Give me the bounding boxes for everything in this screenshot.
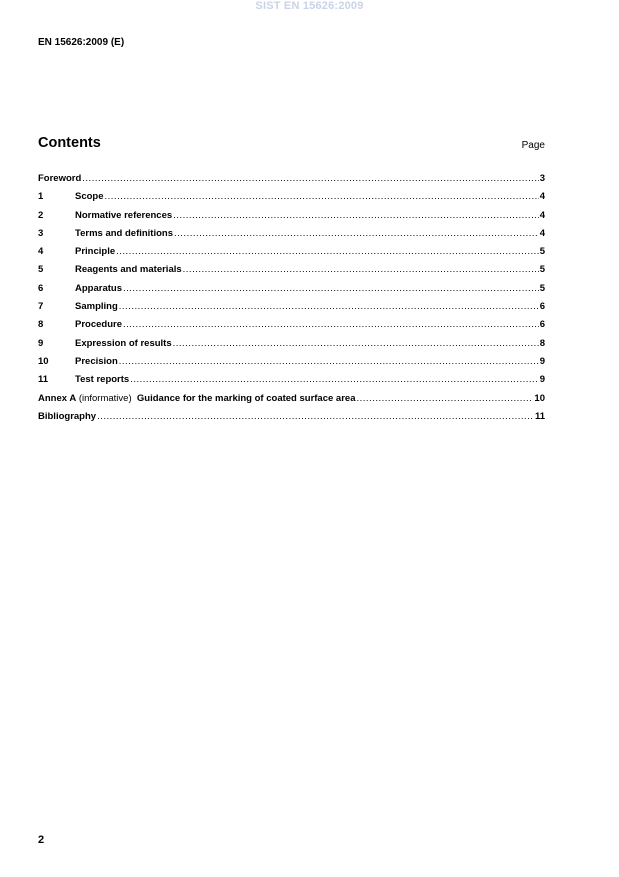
- toc-entry[interactable]: [38, 356, 545, 374]
- toc-entry-title-main: Scope: [75, 191, 104, 203]
- toc-entry-qualifier: (informative): [76, 392, 137, 404]
- toc-dot-leader: [123, 319, 539, 330]
- toc-dot-leader: [97, 411, 534, 422]
- toc-entry-number: 6: [38, 282, 44, 294]
- toc-entry-title: [75, 228, 173, 239]
- toc-entry-title-main: Apparatus: [75, 282, 122, 294]
- toc-entry-number: 3: [38, 227, 44, 239]
- toc-entry-title: [38, 393, 355, 404]
- toc-entry-page: 6: [539, 319, 545, 331]
- contents-heading: Contents: [38, 135, 101, 151]
- toc-entry-number: 9: [38, 337, 44, 349]
- toc-entry-number: 2: [38, 209, 44, 221]
- toc-entry-title-main: Normative references: [75, 209, 173, 221]
- watermark: SIST EN 15626:2009: [255, 0, 364, 12]
- toc-entry-title: [75, 319, 122, 330]
- toc-entry-number: 8: [38, 319, 44, 331]
- toc-dot-leader: [174, 228, 539, 239]
- toc-dot-leader: [82, 173, 538, 184]
- toc-entry-title-main: Bibliography: [38, 410, 97, 422]
- toc-entry-title: [75, 210, 172, 221]
- toc-entry-page: 6: [539, 301, 545, 313]
- toc-entry-number: 10: [38, 355, 49, 367]
- toc-entry[interactable]: [38, 246, 545, 264]
- toc-entry-page: 9: [539, 355, 545, 367]
- toc-dot-leader: [116, 246, 539, 257]
- toc-entry-page: 10: [534, 392, 545, 404]
- toc-entry-number: 7: [38, 301, 44, 313]
- toc-entry[interactable]: [38, 411, 545, 429]
- toc-entry-title-main: Sampling: [75, 301, 118, 313]
- page-column-label: Page: [521, 140, 545, 151]
- toc-dot-leader: [119, 301, 539, 312]
- toc-dot-leader: [130, 374, 539, 385]
- toc-entry[interactable]: [38, 228, 545, 246]
- toc-entry-page: 5: [539, 282, 545, 294]
- toc-entry-title: [75, 264, 182, 275]
- toc-entry-title: [75, 356, 118, 367]
- toc-dot-leader: [173, 210, 539, 221]
- page-number: 2: [38, 834, 45, 846]
- toc-entry-title-main: Precision: [75, 355, 118, 367]
- toc-dot-leader: [105, 191, 539, 202]
- toc-entry[interactable]: [38, 338, 545, 356]
- table-of-contents: [38, 173, 545, 429]
- toc-entry-page: 3: [539, 173, 545, 184]
- toc-entry-title: [75, 191, 104, 202]
- toc-dot-leader: [123, 283, 539, 294]
- toc-entry-page: 4: [539, 191, 545, 203]
- toc-entry-page: 11: [534, 410, 545, 422]
- toc-entry-title: [75, 301, 118, 312]
- toc-entry[interactable]: [38, 210, 545, 228]
- toc-entry-number: 11: [38, 374, 49, 386]
- toc-entry-number: 4: [38, 246, 44, 258]
- document-id: EN 15626:2009 (E): [38, 37, 125, 48]
- toc-entry-title-main: Terms and definitions: [75, 227, 174, 239]
- toc-entry[interactable]: [38, 301, 545, 319]
- toc-entry-page: 5: [539, 264, 545, 276]
- toc-entry-page: 5: [539, 246, 545, 258]
- toc-entry-number: 1: [38, 191, 44, 203]
- toc-entry[interactable]: [38, 264, 545, 282]
- toc-dot-leader: [183, 264, 539, 275]
- toc-entry-title-main: Test reports: [75, 374, 130, 386]
- toc-entry-page: 4: [539, 209, 545, 221]
- toc-entry-title-main: Principle: [75, 246, 116, 258]
- toc-dot-leader: [356, 393, 533, 404]
- toc-entry-title-main: Procedure: [75, 319, 122, 331]
- toc-entry-title-main: Annex A: [38, 392, 77, 404]
- toc-entry-title-main: Foreword: [38, 173, 82, 184]
- toc-entry[interactable]: [38, 283, 545, 301]
- toc-dot-leader: [119, 356, 539, 367]
- toc-entry-number: 5: [38, 264, 44, 276]
- toc-entry-title: [75, 338, 172, 349]
- toc-entry-title: [75, 374, 129, 385]
- toc-entry-title: [75, 283, 122, 294]
- toc-entry-title-annex: Guidance for the marking of coated surface area: [136, 392, 356, 404]
- toc-entry[interactable]: [38, 191, 545, 209]
- toc-entry[interactable]: [38, 173, 545, 191]
- toc-entry-title: [38, 411, 96, 422]
- toc-entry[interactable]: [38, 319, 545, 337]
- toc-dot-leader: [173, 338, 539, 349]
- toc-entry-title-main: Reagents and materials: [75, 264, 182, 276]
- toc-entry-title-main: Expression of results: [75, 337, 172, 349]
- toc-entry-page: 8: [539, 337, 545, 349]
- toc-entry-title: [75, 246, 115, 257]
- toc-entry-title: [38, 173, 81, 184]
- toc-entry[interactable]: [38, 393, 545, 411]
- toc-entry-page: 9: [539, 374, 545, 386]
- toc-entry[interactable]: [38, 374, 545, 392]
- toc-entry-page: 4: [539, 227, 545, 239]
